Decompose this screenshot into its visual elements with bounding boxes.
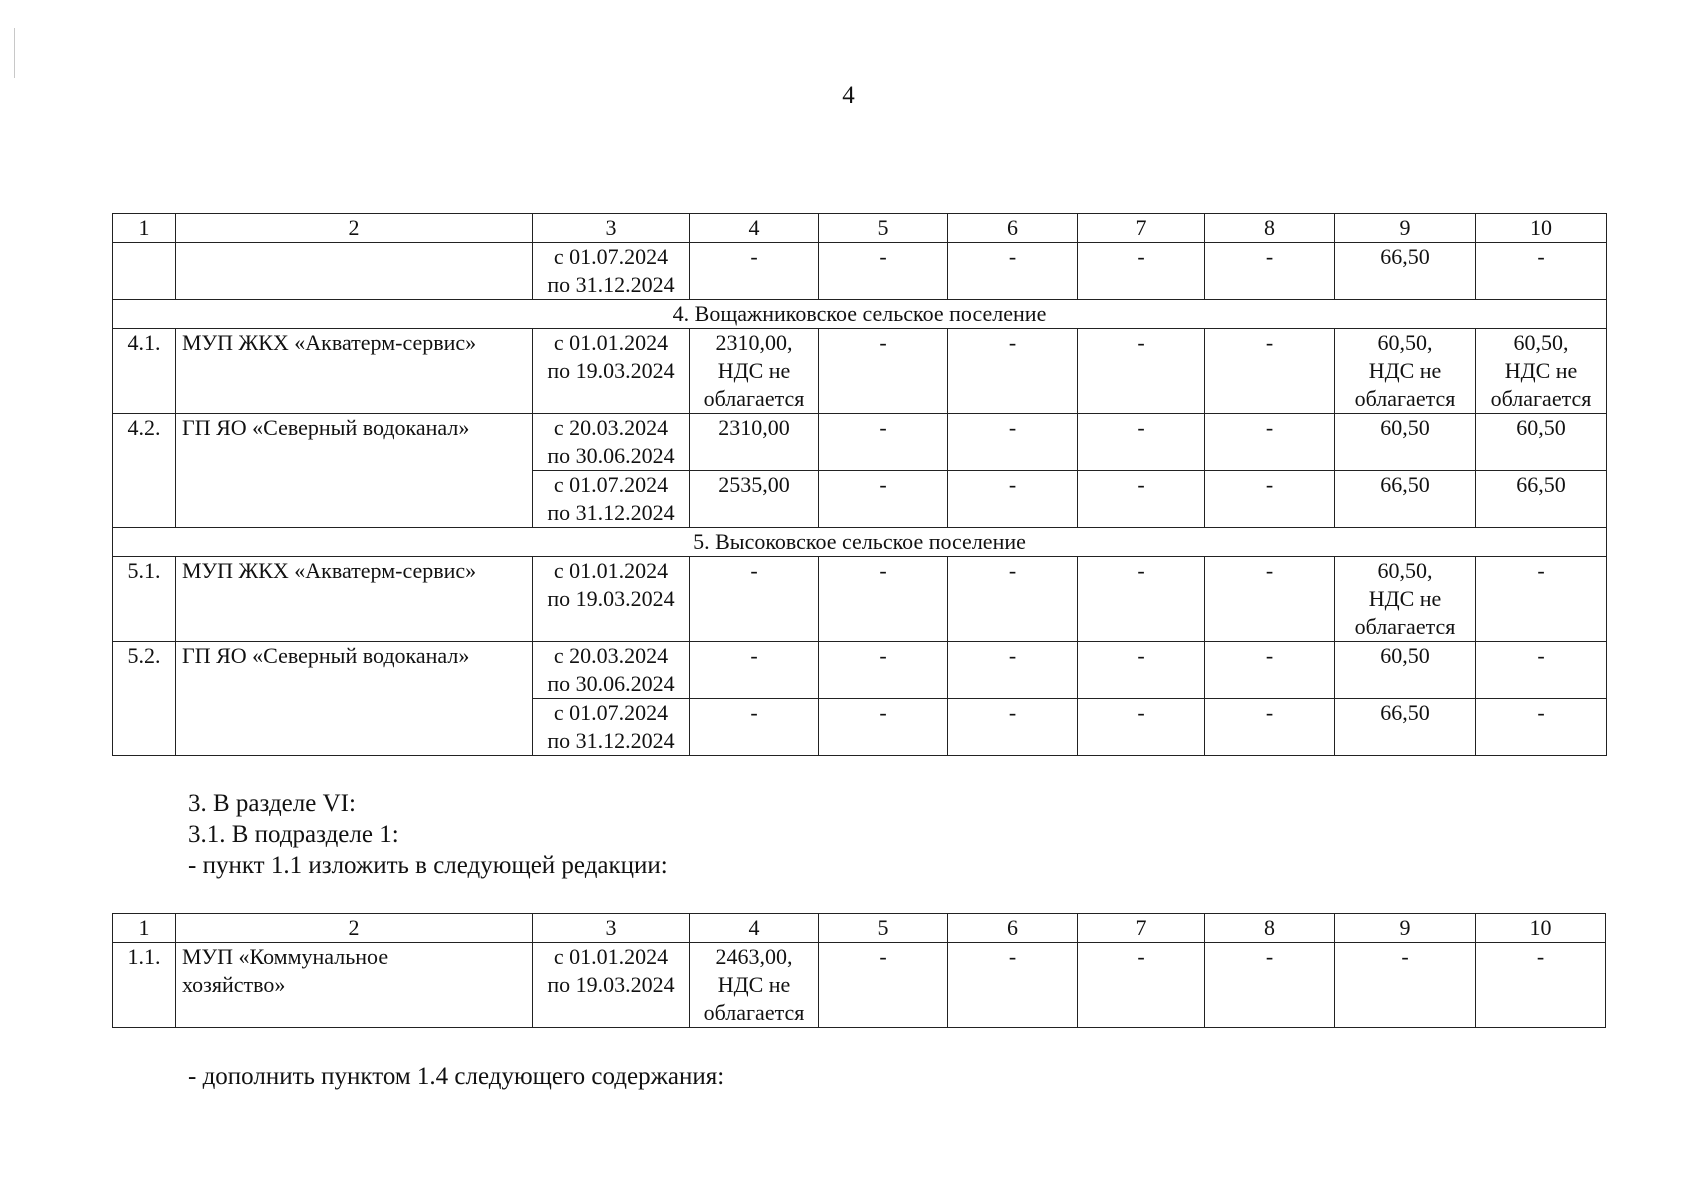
value-cell: - <box>1078 943 1205 1028</box>
value-cell: 60,50 <box>1335 642 1476 699</box>
value-cell: - <box>1078 329 1205 414</box>
col-header-6: 6 <box>948 914 1078 943</box>
value-cell: - <box>948 557 1078 642</box>
paragraph-item-1-1: - пункт 1.1 изложить в следующей редакции: <box>188 852 668 879</box>
value-cell: - <box>819 557 948 642</box>
tariff-table-continued <box>112 213 1607 756</box>
col-header-5: 5 <box>819 214 948 243</box>
value-cell: - <box>1476 243 1607 300</box>
col-header-1: 1 <box>113 214 176 243</box>
col-header-3: 3 <box>533 214 690 243</box>
row-number-cell <box>113 243 176 300</box>
table-row <box>113 943 1606 1028</box>
value-cell: 60,50, НДС не облагается <box>1335 329 1476 414</box>
value-cell: 66,50 <box>1335 471 1476 528</box>
organization-cell: ГП ЯО «Северный водоканал» <box>176 642 533 756</box>
value-cell: - <box>1078 557 1205 642</box>
col-header-8: 8 <box>1205 914 1335 943</box>
value-cell: - <box>1476 642 1607 699</box>
col-header-9: 9 <box>1335 914 1476 943</box>
value-cell: - <box>1205 557 1335 642</box>
value-cell: - <box>819 642 948 699</box>
organization-cell: МУП ЖКХ «Акватерм-сервис» <box>176 557 533 642</box>
value-cell: - <box>819 243 948 300</box>
value-cell: - <box>1205 471 1335 528</box>
section-row <box>113 528 1607 557</box>
page-number: 4 <box>842 82 855 109</box>
table-row <box>113 243 1607 300</box>
value-cell: - <box>1078 243 1205 300</box>
value-cell: - <box>948 243 1078 300</box>
period-cell: с 20.03.2024 по 30.06.2024 <box>533 642 690 699</box>
section-heading: 4. Вощажниковское сельское поселение <box>113 300 1607 329</box>
paragraph-section-vi: 3. В разделе VI: <box>188 790 356 817</box>
col-header-3: 3 <box>533 914 690 943</box>
value-cell: 60,50 <box>1335 414 1476 471</box>
organization-cell <box>176 243 533 300</box>
value-cell: 60,50, НДС не облагается <box>1335 557 1476 642</box>
col-header-7: 7 <box>1078 914 1205 943</box>
row-number-cell: 5.1. <box>113 557 176 642</box>
value-cell: - <box>819 943 948 1028</box>
table-row <box>113 414 1607 471</box>
row-number-cell: 1.1. <box>113 943 176 1028</box>
col-header-7: 7 <box>1078 214 1205 243</box>
value-cell: - <box>948 943 1078 1028</box>
value-cell: - <box>690 642 819 699</box>
col-header-10: 10 <box>1476 914 1606 943</box>
period-cell: с 01.01.2024 по 19.03.2024 <box>533 943 690 1028</box>
column-number-row <box>113 214 1607 243</box>
col-header-6: 6 <box>948 214 1078 243</box>
col-header-2: 2 <box>176 214 533 243</box>
period-cell: с 01.01.2024 по 19.03.2024 <box>533 329 690 414</box>
value-cell: - <box>1476 557 1607 642</box>
col-header-8: 8 <box>1205 214 1335 243</box>
period-cell: с 01.07.2024 по 31.12.2024 <box>533 471 690 528</box>
period-cell: с 01.01.2024 по 19.03.2024 <box>533 557 690 642</box>
column-number-row <box>113 914 1606 943</box>
value-cell: 66,50 <box>1335 243 1476 300</box>
value-cell: - <box>819 699 948 756</box>
col-header-1: 1 <box>113 914 176 943</box>
value-cell: - <box>1078 471 1205 528</box>
value-cell: - <box>948 642 1078 699</box>
value-cell: - <box>1078 642 1205 699</box>
value-cell: 60,50 <box>1476 414 1607 471</box>
value-cell: - <box>819 471 948 528</box>
value-cell: - <box>819 414 948 471</box>
value-cell: - <box>1205 329 1335 414</box>
table-row <box>113 329 1607 414</box>
value-cell: - <box>690 699 819 756</box>
period-cell: с 01.07.2024 по 31.12.2024 <box>533 243 690 300</box>
col-header-5: 5 <box>819 914 948 943</box>
value-cell: - <box>948 329 1078 414</box>
col-header-4: 4 <box>690 214 819 243</box>
value-cell: - <box>1078 414 1205 471</box>
value-cell: 2535,00 <box>690 471 819 528</box>
row-number-cell: 5.2. <box>113 642 176 756</box>
col-header-9: 9 <box>1335 214 1476 243</box>
value-cell: 2463,00, НДС не облагается <box>690 943 819 1028</box>
value-cell: 2310,00, НДС не облагается <box>690 329 819 414</box>
tariff-table-item-1-1 <box>112 913 1606 1028</box>
organization-cell: МУП «Коммунальное хозяйство» <box>176 943 533 1028</box>
col-header-2: 2 <box>176 914 533 943</box>
table-row <box>113 642 1607 699</box>
col-header-4: 4 <box>690 914 819 943</box>
value-cell: - <box>948 471 1078 528</box>
value-cell: - <box>690 243 819 300</box>
value-cell: - <box>1205 699 1335 756</box>
value-cell: - <box>948 699 1078 756</box>
row-number-cell: 4.1. <box>113 329 176 414</box>
value-cell: - <box>948 414 1078 471</box>
value-cell: - <box>1476 943 1606 1028</box>
value-cell: - <box>819 329 948 414</box>
value-cell: - <box>1205 642 1335 699</box>
value-cell: - <box>1205 943 1335 1028</box>
value-cell: - <box>1205 243 1335 300</box>
period-cell: с 20.03.2024 по 30.06.2024 <box>533 414 690 471</box>
paragraph-item-1-4: - дополнить пунктом 1.4 следующего содержания: <box>188 1063 725 1090</box>
row-number-cell: 4.2. <box>113 414 176 528</box>
value-cell: 2310,00 <box>690 414 819 471</box>
value-cell: 66,50 <box>1335 699 1476 756</box>
value-cell: - <box>1335 943 1476 1028</box>
organization-cell: МУП ЖКХ «Акватерм-сервис» <box>176 329 533 414</box>
paragraph-subsection-1: 3.1. В подразделе 1: <box>188 821 399 848</box>
section-row <box>113 300 1607 329</box>
period-cell: с 01.07.2024 по 31.12.2024 <box>533 699 690 756</box>
scan-margin-mark <box>14 28 15 78</box>
value-cell: 66,50 <box>1476 471 1607 528</box>
value-cell: - <box>1078 699 1205 756</box>
organization-cell: ГП ЯО «Северный водоканал» <box>176 414 533 528</box>
value-cell: - <box>690 557 819 642</box>
table-row <box>113 557 1607 642</box>
col-header-10: 10 <box>1476 214 1607 243</box>
value-cell: 60,50, НДС не облагается <box>1476 329 1607 414</box>
value-cell: - <box>1205 414 1335 471</box>
value-cell: - <box>1476 699 1607 756</box>
section-heading: 5. Высоковское сельское поселение <box>113 528 1607 557</box>
